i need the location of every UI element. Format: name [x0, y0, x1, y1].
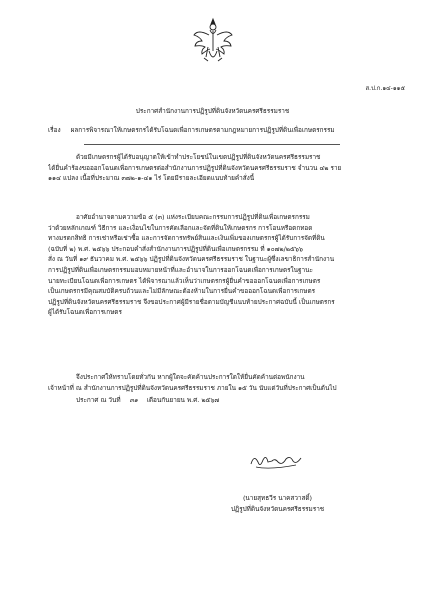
paragraph-1-line: ด้วยมีเกษตรกรผู้ได้รับอนุญาตให้เข้าทำประโยชน์ในเขตปฏิรูปที่ดินจังหวัดนครศรีธรรมราช	[76, 153, 321, 161]
paragraph-2-line: ผู้ได้รับโฉนดเพื่อการเกษตร	[48, 308, 122, 317]
announce-day: ๓๑	[129, 396, 138, 405]
garuda-emblem-icon	[192, 17, 234, 65]
paragraph-2-line: (ฉบับที่ ๒) พ.ศ. ๒๕๖๖ ประกอบคำสั่งสำนักงานการปฏิรูปที่ดินเพื่อเกษตรกรรม ที่ ๑๐๗๒/๒๕๖๖	[48, 244, 303, 253]
signer-position: ปฏิรูปที่ดินจังหวัดนครศรีธรรมราช	[230, 505, 325, 513]
paragraph-1-line: ๑๑๔ แปลง เนื้อที่ประมาณ ๓๗๒-๑-๔๑ ไร่ โดยมีรายละเอียดแนบท้ายคำสั่งนี้	[48, 174, 255, 183]
paragraph-2-line: อาศัยอำนาจตามความข้อ ๕ (๓) แห่งระเบียบคณะกรรมการปฏิรูปที่ดินเพื่อเกษตรกรรม	[76, 213, 310, 221]
paragraph-1	[48, 152, 380, 184]
announce-suffix: เดือนกันยายน พ.ศ. ๒๕๖๗	[146, 396, 220, 405]
subject-line	[48, 126, 335, 135]
paragraph-2-line: ทางมรดกสิทธิ การเช่าหรือเช่าซื้อ และการจัดการทรัพย์สินและเงินเพิ่มของเกษตรกรผู้ได้รับการจัดที่ดิน	[48, 234, 325, 243]
announce-date-line	[48, 395, 380, 406]
paragraph-2-line: ปฏิรูปที่ดินจังหวัดนครศรีธรรมราช จึงขอประกาศผู้มีรายชื่อตามบัญชีแนบท้ายประกาศฉบับนี้ เป็นเกษตรกร	[48, 297, 335, 306]
paragraph-3-line: เจ้าหน้าที่ ณ สำนักงานการปฏิรูปที่ดินจังหวัดนครศรีธรรมราช ภายใน ๑๕ วัน นับแต่วันที่ประกาศเป็นต้นไป	[48, 383, 337, 392]
paragraph-2-line: ว่าด้วยหลักเกณฑ์ วิธีการ และเงื่อนไขในการคัดเลือกและจัดที่ดินให้เกษตรกร การโอนหรือตกทอด	[48, 223, 313, 232]
paragraph-3	[48, 372, 380, 406]
signer-name: (นายสุทธวีร นาคสวาสดิ์)	[242, 494, 313, 502]
paragraph-2-line: เป็นเกษตรกรมีคุณสมบัติครบถ้วนและไม่มีลักษณะต้องห้ามในการยื่นคำขอออกโฉนดเพื่อการเกษตร	[48, 287, 316, 296]
paragraph-2-line: สั่ง ณ วันที่ ๑๙ ธันวาคม พ.ศ. ๒๕๖๖ ปฏิรูปที่ดินจังหวัดนครศรีธรรมราช ในฐานะผู้ซึ่งเลขาธิการสำนักงาน	[48, 255, 335, 264]
subject-label: เรื่อง	[48, 126, 61, 134]
paragraph-2	[48, 212, 380, 318]
paragraph-1-line: ได้ยื่นคำร้องขอออกโฉนดเพื่อการเกษตรต่อสำนักงานการปฏิรูปที่ดินจังหวัดนครศรีธรรมราช จำนวน ๔๒ ราย	[48, 163, 342, 172]
announcement-title: ประกาศสำนักงานการปฏิรูปที่ดินจังหวัดนครศรีธรรมราช	[135, 107, 290, 115]
document-code: ส.ป.ก.๑๔-๑๑๕	[365, 85, 405, 92]
paragraph-2-line: นายทะเบียนโฉนดเพื่อการเกษตร ได้พิจารณาแล้วเห็นว่าเกษตรกรผู้ยื่นคำขอออกโฉนดเพื่อการเกษตร	[48, 276, 321, 285]
paragraph-3-line: จึงประกาศให้ทราบโดยทั่วกัน หากผู้ใดจะคัดค้านประการใดให้ยื่นคัดค้านต่อพนักงาน	[76, 373, 305, 381]
subject-text: ผลการพิจารณาให้เกษตรกรได้รับโฉนดเพื่อการเกษตรตามกฎหมายการปฏิรูปที่ดินเพื่อเกษตรกรรม	[70, 126, 335, 134]
handwritten-signature	[248, 450, 304, 474]
divider-line	[84, 144, 340, 145]
announce-prefix: ประกาศ ณ วันที่	[76, 396, 121, 405]
paragraph-2-line: การปฏิรูปที่ดินเพื่อเกษตรกรรมมอบหมายหน้าที่และอำนาจในการออกโฉนดเพื่อการเกษตรในฐานะ	[48, 265, 313, 274]
